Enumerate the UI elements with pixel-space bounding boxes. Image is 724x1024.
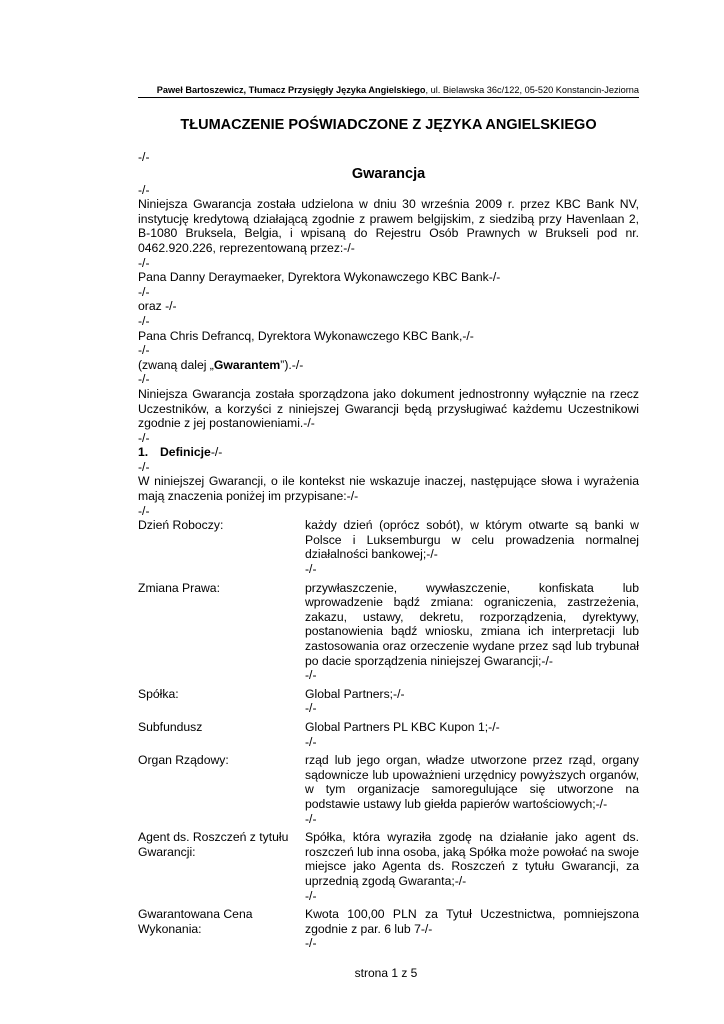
- definition-entry: [305, 687, 639, 716]
- issue-paragraph: Niniejsza Gwarancja została udzielona w dniu 30 września 2009 r. przez KBC Bank NV, instytucję kredytową działającą zgodnie z prawem belgijskim, z siedzibą przy Havenlaan 2, B-1080 Bruksela, Belgia, i wpisaną do Rejestru Osób Prawnych w Brukseli pod nr. 0462.920.226, reprezentowaną przez:-/-: [138, 197, 639, 255]
- definition-text: rząd lub jego organ, władze utworzone przez rząd, organy sądownicze lub upoważnieni urzędnicy powyższych organów, w tym organizacje samoregulujące się utworzone na podstawie ustawy lub giełda papierów wartościowych;-/-: [305, 753, 639, 811]
- definitions-intro: W niniejszej Gwarancji, o ile kontekst nie wskazuje inaczej, następujące słowa i wyrażenia mają znaczenia poniżej im przypisane:-/-: [138, 474, 639, 504]
- document-body: [138, 150, 639, 951]
- letterhead: [138, 84, 639, 96]
- document-title: TŁUMACZENIE POŚWIADCZONE Z JĘZYKA ANGIELSKIEGO: [180, 117, 597, 133]
- definition-entry: [305, 907, 639, 951]
- separator-marker: -/-: [138, 284, 150, 299]
- definition-text: każdy dzień (oprócz sobót), w którym otwarte są banki w Polsce i Luksemburgu w celu prowadzenia normalnej działalności bankowej;-/-: [305, 518, 639, 562]
- page-number: strona 1 z 5: [354, 966, 418, 980]
- definition-term: Zmiana Prawa:: [138, 580, 220, 595]
- separator-marker: -/-: [138, 503, 150, 518]
- definition-text: przywłaszczenie, wywłaszczenie, konfiskata lub wprowadzenie bądź zmiana: ograniczenia, zastrzeżenia, zakazu, ustawy, dekretu, rozporządzenia, dyrektywy, postanowienia bądź wniosku, zmiana ich interpretacji lub zastosowania oraz orzeczenie wydane przez sąd lub trybunał po dacie sporządzenia niniejszej Gwarancji;-/-: [305, 580, 639, 668]
- guarantor-term: Gwarantem: [213, 357, 281, 372]
- signatory-2: Pana Chris Defrancq, Dyrektora Wykonawczego KBC Bank,-/-: [138, 328, 474, 343]
- definition-entry: [305, 518, 639, 576]
- signatory-1: Pana Danny Deraymaeker, Dyrektora Wykonawczego KBC Bank-/-: [138, 270, 501, 285]
- separator-marker: -/-: [138, 372, 150, 387]
- guarantee-title: Gwarancja: [351, 165, 426, 182]
- translator-name: Paweł Bartoszewicz, Tłumacz Przysięgły Języka Angielskiego: [156, 85, 426, 95]
- separator-marker: -/-: [138, 459, 150, 474]
- section-number: 1.: [138, 445, 149, 460]
- separator-marker: -/-: [138, 182, 150, 197]
- definition-term: Spółka:: [138, 686, 179, 701]
- separator-marker: -/-: [305, 734, 317, 749]
- guarantor-prefix: (zwaną dalej „: [138, 357, 214, 372]
- definition-term: Gwarantowana Cena Wykonania:: [138, 907, 253, 936]
- unilateral-paragraph: Niniejsza Gwarancja została sporządzona jako dokument jednostronny wyłącznie na rzecz Uczestników, a korzyści z niniejszej Gwarancji będą przysługiwać każdemu Uczestnikowi zgodnie z jej postanowieniami.-/-: [138, 386, 639, 431]
- separator-marker: -/-: [138, 343, 150, 358]
- definition-entry: [305, 720, 639, 749]
- header-divider: [138, 97, 639, 98]
- separator-marker: -/-: [138, 255, 150, 270]
- section-suffix: -/-: [210, 445, 223, 460]
- separator-marker: -/-: [305, 936, 317, 951]
- separator-marker: -/-: [305, 668, 317, 683]
- definition-text: Kwota 100,00 PLN za Tytuł Uczestnictwa, pomniejszona zgodnie z par. 6 lub 7-/-: [305, 907, 639, 936]
- separator-marker: -/-: [305, 888, 317, 903]
- conjunction-oraz: oraz -/-: [138, 299, 177, 314]
- separator-marker: -/-: [305, 562, 317, 577]
- guarantor-suffix: ”).-/-: [280, 357, 304, 372]
- definition-term: Organ Rządowy:: [138, 753, 229, 768]
- separator-marker: -/-: [138, 150, 150, 164]
- definition-text: Spółka, która wyraziła zgodę na działanie jako agent ds. roszczeń lub inna osoba, jaką Spółka może powołać na swoje miejsce jako Agenta ds. Roszczeń z tytułu Gwarancji, za uprzednią zgodą Gwaranta;-/-: [305, 830, 639, 888]
- definition-entry: [305, 753, 639, 826]
- translator-address: , ul. Bielawska 36c/122, 05-520 Konstancin-Jeziorna: [425, 85, 639, 95]
- definition-entry: [305, 830, 639, 903]
- definition-text: Global Partners PL KBC Kupon 1;-/-: [305, 719, 500, 734]
- definition-entry: [305, 581, 639, 683]
- definition-term: Dzień Roboczy:: [138, 518, 224, 533]
- definition-text: Global Partners;-/-: [305, 686, 405, 701]
- guarantor-definition: [138, 358, 639, 373]
- definition-term: Agent ds. Roszczeń z tytułu Gwarancji:: [138, 830, 289, 859]
- definition-term: Subfundusz: [138, 719, 203, 734]
- separator-marker: -/-: [138, 430, 150, 445]
- separator-marker: -/-: [138, 313, 150, 328]
- definitions-list: [138, 518, 639, 951]
- separator-marker: -/-: [305, 701, 317, 716]
- separator-marker: -/-: [305, 811, 317, 826]
- section-title: Definicje: [160, 445, 211, 460]
- section-1-heading: [138, 445, 639, 460]
